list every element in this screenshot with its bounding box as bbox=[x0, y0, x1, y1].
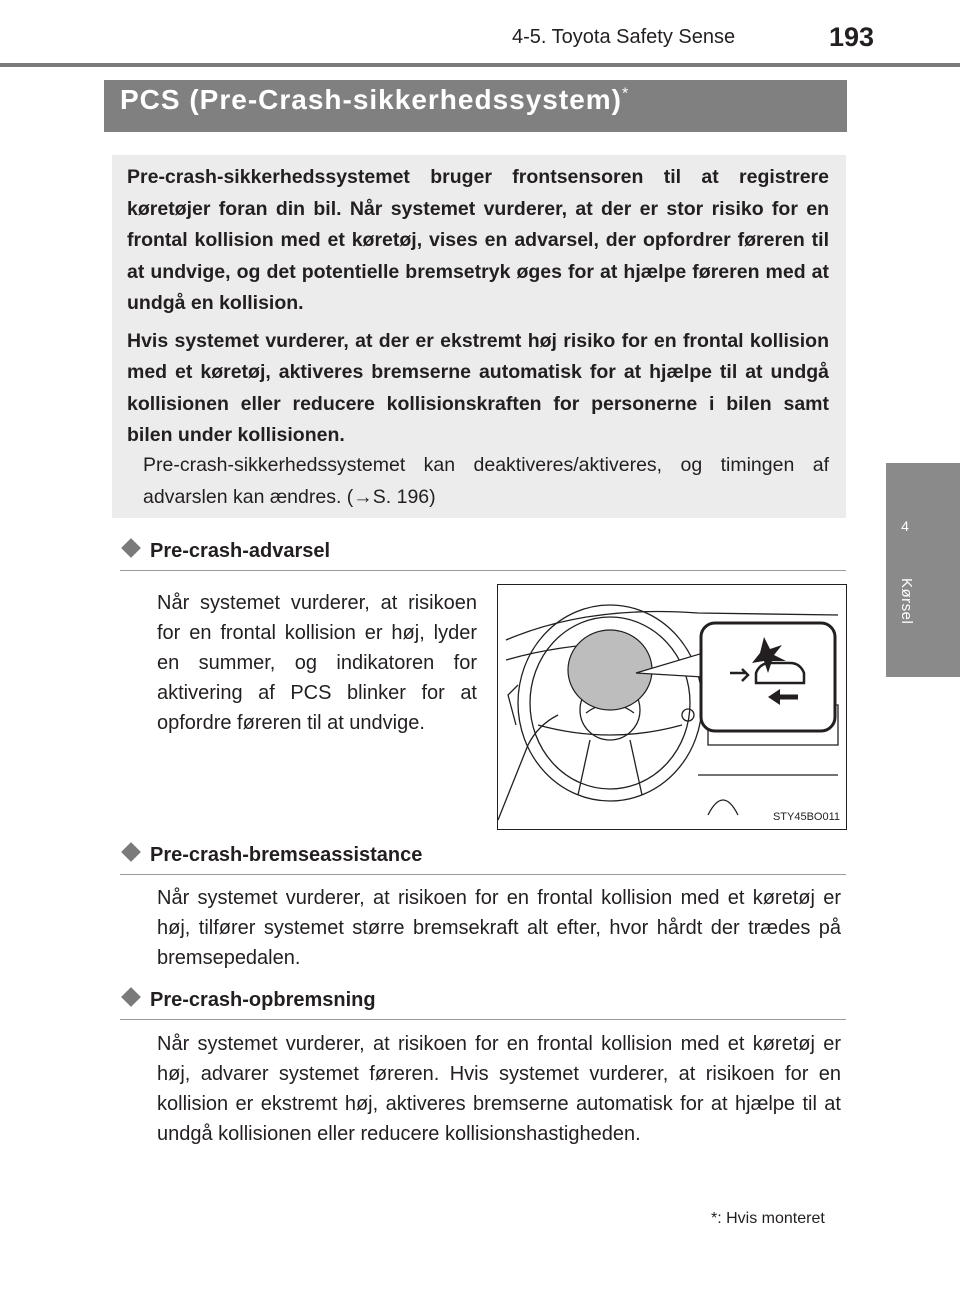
page-number: 193 bbox=[829, 22, 875, 52]
steering-wheel-illustration bbox=[498, 585, 846, 829]
section-heading-brake-assist bbox=[118, 844, 422, 867]
section-body-brake-assist: Når systemet vurderer, at risikoen for en frontal kollision med et køretøj er høj, tilfører systemet større bremsekraft alt efter, hvor hårdt der trædes på bremsepedalen. bbox=[157, 887, 841, 969]
diamond-bullet-icon bbox=[121, 987, 141, 1007]
chapter-label: Kørsel bbox=[898, 578, 915, 625]
section-rule bbox=[120, 570, 846, 571]
section-rule bbox=[120, 1019, 846, 1020]
chapter-number: 4 bbox=[901, 518, 909, 534]
section-body-warning: Når systemet vurderer, at risikoen for en frontal kollision er høj, lyder en summer, og indikatoren for aktivering af PCS blinker for at opfordre føreren til at undvige. bbox=[157, 592, 477, 734]
title-footnote-mark: * bbox=[621, 85, 630, 103]
page-title-text: PCS (Pre-Crash-sikkerhedssystem) bbox=[120, 84, 622, 115]
diamond-bullet-icon bbox=[121, 538, 141, 558]
diamond-bullet-icon bbox=[121, 842, 141, 862]
dashboard-illustration bbox=[497, 584, 847, 830]
section-heading-text: Pre-crash-bremseassistance bbox=[150, 844, 423, 866]
section-heading-text: Pre-crash-opbremsning bbox=[150, 989, 376, 1011]
header-divider bbox=[0, 63, 960, 67]
intro-note: Pre-crash-sikkerhedssystemet kan deaktiveres/aktiveres, og timingen af advarslen kan ændres. (→S. 196) bbox=[143, 454, 829, 508]
section-heading-braking bbox=[118, 989, 376, 1012]
figure-code: STY45BO011 bbox=[772, 811, 840, 823]
footnote: *: Hvis monteret bbox=[711, 1210, 825, 1227]
intro-paragraph-1: Pre-crash-sikkerhedssystemet bruger frontsensoren til at registrere køretøjer foran din bil. Når systemet vurderer, at der er stor risiko for en frontal kollision med et køretøj, vises en advarsel, der opfordrer føreren til at undvige, og det potentielle bremsetryk øges for at hjælpe føreren med at undgå en kollision. bbox=[127, 166, 829, 314]
running-header-section: 4-5. Toyota Safety Sense bbox=[512, 26, 736, 48]
section-rule bbox=[120, 874, 846, 875]
intro-paragraph-2: Hvis systemet vurderer, at der er ekstremt høj risiko for en frontal kollision med et køretøj, aktiveres bremserne automatisk for at hjælpe til at undgå kollisionen eller reducere kollisionskraften for personerne i bilen samt bilen under kollisionen. bbox=[127, 329, 829, 446]
intro-bold-text bbox=[127, 162, 829, 458]
section-heading-text: Pre-crash-advarsel bbox=[150, 540, 331, 562]
chapter-tab bbox=[886, 463, 960, 677]
section-heading-warning bbox=[118, 540, 330, 563]
section-body-braking: Når systemet vurderer, at risikoen for en frontal kollision med et køretøj er høj, advarer systemet føreren. Hvis systemet vurderer, at risikoen for en kollision er ekstremt høj, aktiveres bremserne automatisk for at hjælpe til at undgå kollisionen eller reducere kollisionshastigheden. bbox=[157, 1033, 841, 1145]
page-title bbox=[120, 84, 629, 116]
